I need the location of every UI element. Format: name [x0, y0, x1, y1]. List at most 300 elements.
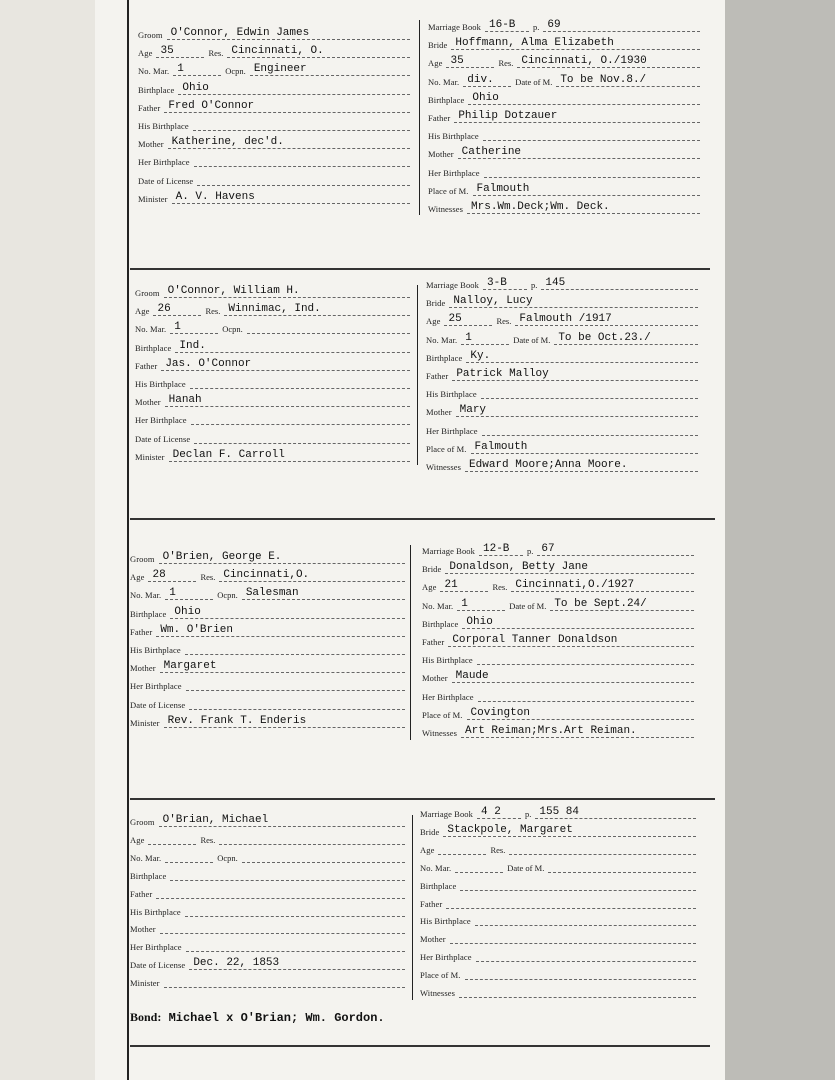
- groom-value-mother: Katherine, dec'd.: [168, 136, 410, 149]
- bride-row-no-mar: [426, 331, 698, 345]
- bride-value-birthplace: Ky.: [466, 350, 698, 363]
- bride-value-marriage-book: 16-B: [485, 19, 529, 32]
- groom-label-groom: Groom: [135, 288, 160, 298]
- card-separator: [130, 798, 715, 800]
- bride-label-father: Father: [428, 113, 451, 123]
- groom-value-birthplace: Ind.: [175, 340, 410, 353]
- groom-label-res: Res.: [200, 834, 216, 845]
- bride-row-age: [422, 578, 694, 592]
- groom-value-her-birthplace: [194, 166, 410, 167]
- groom-label-ocpn: Ocpn.: [217, 590, 238, 601]
- bride-value-place-of-m: Falmouth: [471, 441, 698, 454]
- groom-value-no-mar: 1: [173, 63, 221, 76]
- groom-value-minister: Declan F. Carroll: [169, 449, 410, 462]
- groom-label-groom: Groom: [138, 30, 163, 40]
- bond-text: Michael x O'Brian; Wm. Gordon.: [168, 1011, 385, 1025]
- groom-value-date-of-license: [194, 443, 410, 444]
- groom-value-groom: O'Connor, Edwin James: [167, 27, 410, 40]
- groom-row-groom: [138, 26, 410, 40]
- bride-value-age: [438, 854, 486, 855]
- bride-value-bride: Nalloy, Lucy: [449, 295, 698, 308]
- bride-label-father: Father: [422, 637, 445, 647]
- groom-label-birthplace: Birthplace: [130, 608, 167, 619]
- groom-label-no-mar: No. Mar.: [138, 66, 170, 77]
- groom-row-minister: [135, 448, 410, 462]
- groom-value-father: Jas. O'Connor: [161, 358, 410, 371]
- groom-value-age: 28: [148, 569, 196, 582]
- bride-row-age: [420, 841, 696, 855]
- bride-value-p: 155 84: [535, 806, 696, 819]
- bride-row-birthplace: [426, 349, 698, 363]
- bride-row-her-birthplace: [422, 688, 694, 702]
- groom-value-no-mar: 1: [170, 321, 218, 334]
- groom-value-ocpn: [247, 333, 410, 334]
- groom-label-father: Father: [130, 626, 153, 637]
- bride-row-bride: [428, 36, 700, 50]
- bride-label-bride: Bride: [426, 298, 446, 309]
- groom-label-his-birthplace: His Birthplace: [130, 906, 181, 917]
- bride-label-bride: Bride: [422, 564, 442, 575]
- groom-label-age: Age: [130, 834, 145, 845]
- groom-value-no-mar: 1: [165, 587, 213, 600]
- bride-value-her-birthplace: [476, 961, 696, 962]
- bride-value-marriage-book: 12-B: [479, 543, 523, 556]
- groom-label-minister: Minister: [135, 451, 165, 462]
- bride-value-witnesses: Mrs.Wm.Deck;Wm. Deck.: [467, 201, 700, 214]
- bride-row-witnesses: [426, 458, 698, 472]
- bride-label-witnesses: Witnesses: [426, 462, 462, 472]
- groom-label-minister: Minister: [130, 717, 160, 728]
- groom-label-groom: Groom: [130, 554, 155, 564]
- groom-value-age: 26: [153, 303, 201, 316]
- bride-value-marriage-book: 3-B: [483, 277, 527, 290]
- bride-label-date-of-m: Date of M.: [513, 334, 551, 345]
- bride-value-date-of-m: To be Sept.24/: [550, 598, 694, 611]
- groom-label-minister: Minister: [138, 193, 168, 204]
- bride-label-place-of-m: Place of M.: [428, 185, 469, 196]
- bride-row-no-mar: [420, 859, 696, 873]
- groom-value-res: Cincinnati, O.: [227, 45, 410, 58]
- groom-label-res: Res.: [200, 572, 216, 583]
- groom-value-groom: O'Connor, William H.: [164, 285, 410, 298]
- bride-label-no-mar: No. Mar.: [420, 862, 452, 873]
- bride-row-no-mar: [428, 73, 700, 87]
- bride-row-his-birthplace: [426, 385, 698, 399]
- bride-label-age: Age: [426, 316, 441, 327]
- bride-label-res: Res.: [496, 316, 512, 327]
- bride-label-his-birthplace: His Birthplace: [428, 131, 479, 142]
- bride-label-bride: Bride: [420, 826, 440, 837]
- groom-row-age: [130, 568, 405, 582]
- bride-label-birthplace: Birthplace: [420, 880, 457, 891]
- bride-value-witnesses: [459, 997, 696, 998]
- groom-row-her-birthplace: [138, 153, 410, 167]
- bride-row-mother: [428, 145, 700, 159]
- groom-label-ocpn: Ocpn.: [222, 324, 243, 335]
- bride-row-age: [428, 54, 700, 68]
- bride-value-res: Cincinnati,O./1927: [511, 579, 694, 592]
- bride-value-witnesses: Edward Moore;Anna Moore.: [465, 459, 698, 472]
- bride-label-date-of-m: Date of M.: [515, 76, 553, 87]
- groom-label-her-birthplace: Her Birthplace: [130, 942, 182, 953]
- groom-label-no-mar: No. Mar.: [130, 590, 162, 601]
- bride-row-place-of-m: [428, 182, 700, 196]
- groom-row-no-mar: [135, 320, 410, 334]
- bride-row-father: [420, 895, 696, 909]
- groom-row-groom: [135, 284, 410, 298]
- bride-label-no-mar: No. Mar.: [426, 334, 458, 345]
- bride-value-mother: [450, 943, 696, 944]
- groom-value-birthplace: Ohio: [178, 82, 410, 95]
- bride-label-bride: Bride: [428, 40, 448, 51]
- groom-label-mother: Mother: [130, 924, 156, 935]
- groom-label-groom: Groom: [130, 817, 155, 827]
- card-separator: [130, 268, 710, 270]
- bride-label-p: p.: [533, 22, 540, 32]
- bride-label-his-birthplace: His Birthplace: [420, 916, 471, 927]
- bride-value-father: Philip Dotzauer: [454, 110, 700, 123]
- groom-label-date-of-license: Date of License: [130, 960, 186, 971]
- groom-value-his-birthplace: [185, 654, 405, 655]
- bride-label-witnesses: Witnesses: [428, 204, 464, 214]
- bride-value-age: 25: [444, 313, 492, 326]
- bride-row-her-birthplace: [428, 164, 700, 178]
- bride-label-p: p.: [527, 546, 534, 556]
- bride-value-age: 35: [446, 55, 494, 68]
- bride-value-no-mar: 1: [461, 332, 509, 345]
- groom-label-date-of-license: Date of License: [130, 699, 186, 710]
- bride-row-mother: [422, 669, 694, 683]
- bride-label-p: p.: [531, 280, 538, 290]
- groom-row-date-of-license: [138, 172, 410, 186]
- groom-label-age: Age: [135, 306, 150, 317]
- groom-value-date-of-license: [189, 709, 405, 710]
- groom-row-date-of-license: [130, 696, 405, 710]
- bride-label-res: Res.: [498, 58, 514, 69]
- groom-row-his-birthplace: [130, 641, 405, 655]
- bride-row-birthplace: [422, 615, 694, 629]
- bride-row-place-of-m: [422, 706, 694, 720]
- groom-value-res: Cincinnati,O.: [219, 569, 405, 582]
- bride-value-date-of-m: [548, 872, 696, 873]
- bride-label-p: p.: [525, 809, 532, 819]
- groom-value-his-birthplace: [190, 388, 410, 389]
- page-left-border: [127, 0, 129, 1080]
- bride-value-p: 67: [537, 543, 694, 556]
- groom-row-age: [130, 831, 405, 845]
- groom-value-father: [156, 898, 405, 899]
- bride-row-his-birthplace: [428, 127, 700, 141]
- groom-label-her-birthplace: Her Birthplace: [135, 415, 187, 426]
- bond-label: Bond:: [130, 1010, 162, 1024]
- bride-label-her-birthplace: Her Birthplace: [426, 425, 478, 436]
- groom-row-no-mar: [130, 849, 405, 863]
- groom-label-his-birthplace: His Birthplace: [130, 645, 181, 655]
- bride-value-date-of-m: To be Nov.8./: [556, 74, 700, 87]
- groom-row-birthplace: [130, 867, 405, 881]
- groom-row-minister: [130, 714, 405, 728]
- bride-value-date-of-m: To be Oct.23./: [554, 332, 698, 345]
- groom-label-his-birthplace: His Birthplace: [135, 379, 186, 389]
- groom-row-age: [135, 302, 410, 316]
- groom-label-date-of-license: Date of License: [138, 175, 194, 186]
- groom-value-mother: [160, 933, 405, 934]
- groom-value-ocpn: [242, 862, 405, 863]
- bride-label-res: Res.: [492, 582, 508, 593]
- bride-value-res: Falmouth /1917: [515, 313, 698, 326]
- bride-label-res: Res.: [490, 844, 506, 855]
- bride-value-his-birthplace: [475, 925, 696, 926]
- bride-label-mother: Mother: [420, 934, 446, 945]
- groom-value-birthplace: Ohio: [170, 606, 405, 619]
- bride-row-birthplace: [428, 91, 700, 105]
- card-column-divider: [417, 285, 418, 465]
- bride-label-mother: Mother: [426, 407, 452, 418]
- card-column-divider: [412, 815, 413, 1000]
- groom-label-birthplace: Birthplace: [138, 84, 175, 95]
- groom-label-age: Age: [138, 48, 153, 59]
- bride-row-age: [426, 312, 698, 326]
- groom-value-groom: O'Brien, George E.: [159, 551, 405, 564]
- groom-label-mother: Mother: [138, 139, 164, 150]
- groom-value-groom: O'Brian, Michael: [159, 814, 405, 827]
- groom-label-father: Father: [138, 102, 161, 113]
- bride-value-her-birthplace: [482, 435, 698, 436]
- bride-label-age: Age: [422, 582, 437, 593]
- groom-label-his-birthplace: His Birthplace: [138, 121, 189, 131]
- groom-label-mother: Mother: [135, 397, 161, 408]
- bride-label-his-birthplace: His Birthplace: [426, 389, 477, 400]
- card-separator: [130, 1045, 710, 1047]
- groom-value-minister: [164, 987, 405, 988]
- groom-label-mother: Mother: [130, 663, 156, 674]
- bride-value-no-mar: div.: [463, 74, 511, 87]
- groom-label-father: Father: [135, 360, 158, 371]
- groom-row-mother: [130, 659, 405, 673]
- groom-value-her-birthplace: [186, 690, 405, 691]
- bride-row-place-of-m: [426, 440, 698, 454]
- bride-value-marriage-book: 4 2: [477, 806, 521, 819]
- bride-row-place-of-m: [420, 966, 696, 980]
- groom-row-his-birthplace: [135, 375, 410, 389]
- groom-label-res: Res.: [205, 306, 221, 317]
- bride-value-her-birthplace: [484, 177, 700, 178]
- groom-value-date-of-license: Dec. 22, 1853: [189, 957, 405, 970]
- groom-value-age: [148, 844, 196, 845]
- groom-value-res: Winnimac, Ind.: [224, 303, 410, 316]
- groom-row-birthplace: [130, 605, 405, 619]
- bride-row-his-birthplace: [422, 651, 694, 665]
- groom-label-birthplace: Birthplace: [135, 342, 172, 353]
- bride-label-her-birthplace: Her Birthplace: [422, 691, 474, 702]
- groom-value-mother: Hanah: [165, 394, 410, 407]
- bride-label-birthplace: Birthplace: [422, 618, 459, 629]
- groom-label-no-mar: No. Mar.: [135, 324, 167, 335]
- groom-label-birthplace: Birthplace: [130, 870, 167, 881]
- bride-row-mother: [420, 930, 696, 944]
- bride-value-father: Patrick Malloy: [452, 368, 698, 381]
- bride-row-mother: [426, 403, 698, 417]
- bride-row-no-mar: [422, 597, 694, 611]
- bride-value-res: Cincinnati, O./1930: [517, 55, 700, 68]
- bride-label-her-birthplace: Her Birthplace: [428, 167, 480, 178]
- bride-value-birthplace: Ohio: [462, 616, 694, 629]
- groom-row-mother: [130, 920, 405, 934]
- groom-row-date-of-license: [130, 956, 405, 970]
- groom-row-his-birthplace: [138, 117, 410, 131]
- bride-label-marriage-book: Marriage Book: [422, 546, 475, 556]
- bride-row-witnesses: [428, 200, 700, 214]
- groom-label-ocpn: Ocpn.: [217, 852, 238, 863]
- bride-value-mother: Mary: [456, 404, 698, 417]
- bride-label-place-of-m: Place of M.: [426, 443, 467, 454]
- groom-label-date-of-license: Date of License: [135, 433, 191, 444]
- bride-value-his-birthplace: [483, 140, 700, 141]
- bride-row-father: [422, 633, 694, 647]
- bride-label-father: Father: [426, 371, 449, 381]
- groom-row-birthplace: [135, 339, 410, 353]
- groom-label-res: Res.: [208, 48, 224, 59]
- groom-value-mother: Margaret: [160, 660, 405, 673]
- bride-value-p: 69: [543, 19, 700, 32]
- bride-row-her-birthplace: [420, 948, 696, 962]
- groom-label-her-birthplace: Her Birthplace: [138, 157, 190, 168]
- bride-row-marriage-book: [428, 18, 700, 32]
- bride-row-birthplace: [420, 877, 696, 891]
- groom-row-mother: [138, 135, 410, 149]
- groom-value-father: Fred O'Connor: [164, 100, 410, 113]
- bride-row-father: [428, 109, 700, 123]
- groom-value-birthplace: [170, 880, 405, 881]
- groom-row-her-birthplace: [130, 938, 405, 952]
- bride-value-father: Corporal Tanner Donaldson: [448, 634, 694, 647]
- bride-row-marriage-book: [422, 542, 694, 556]
- card-separator: [130, 518, 715, 520]
- groom-value-her-birthplace: [186, 951, 405, 952]
- bride-label-mother: Mother: [422, 673, 448, 684]
- groom-row-mother: [135, 393, 410, 407]
- bride-row-her-birthplace: [426, 422, 698, 436]
- bride-label-date-of-m: Date of M.: [509, 600, 547, 611]
- bride-label-witnesses: Witnesses: [420, 988, 456, 998]
- scan-right-margin: [725, 0, 835, 1080]
- bride-value-age: 21: [440, 579, 488, 592]
- groom-row-his-birthplace: [130, 903, 405, 917]
- groom-row-father: [130, 885, 405, 899]
- bride-value-p: 145: [541, 277, 698, 290]
- bride-row-marriage-book: [420, 805, 696, 819]
- bride-label-marriage-book: Marriage Book: [428, 22, 481, 32]
- bride-label-his-birthplace: His Birthplace: [422, 655, 473, 666]
- groom-row-her-birthplace: [135, 411, 410, 425]
- bride-label-birthplace: Birthplace: [428, 94, 465, 105]
- bride-row-witnesses: [422, 724, 694, 738]
- bride-label-marriage-book: Marriage Book: [426, 280, 479, 290]
- bride-value-place-of-m: Covington: [467, 707, 694, 720]
- bride-value-no-mar: [455, 872, 503, 873]
- bride-label-her-birthplace: Her Birthplace: [420, 952, 472, 963]
- bride-row-his-birthplace: [420, 912, 696, 926]
- bride-value-bride: Stackpole, Margaret: [443, 824, 696, 837]
- bride-row-father: [426, 367, 698, 381]
- groom-value-his-birthplace: [193, 130, 410, 131]
- bride-value-bride: Donaldson, Betty Jane: [445, 561, 694, 574]
- bride-value-place-of-m: [465, 979, 696, 980]
- bride-row-bride: [420, 823, 696, 837]
- groom-value-age: 35: [156, 45, 204, 58]
- bride-row-bride: [422, 560, 694, 574]
- groom-label-ocpn: Ocpn.: [225, 66, 246, 77]
- groom-value-minister: A. V. Havens: [172, 191, 410, 204]
- groom-row-father: [135, 357, 410, 371]
- bride-value-birthplace: Ohio: [468, 92, 700, 105]
- bride-value-no-mar: 1: [457, 598, 505, 611]
- groom-value-date-of-license: [197, 185, 410, 186]
- bride-label-birthplace: Birthplace: [426, 352, 463, 363]
- bride-value-witnesses: Art Reiman;Mrs.Art Reiman.: [461, 725, 694, 738]
- groom-row-date-of-license: [135, 430, 410, 444]
- bride-label-no-mar: No. Mar.: [422, 600, 454, 611]
- groom-value-no-mar: [165, 862, 213, 863]
- groom-value-her-birthplace: [191, 424, 410, 425]
- groom-label-no-mar: No. Mar.: [130, 852, 162, 863]
- groom-row-groom: [130, 550, 405, 564]
- bride-label-marriage-book: Marriage Book: [420, 809, 473, 819]
- groom-row-her-birthplace: [130, 677, 405, 691]
- bride-row-marriage-book: [426, 276, 698, 290]
- bride-label-father: Father: [420, 898, 443, 909]
- groom-value-ocpn: Salesman: [242, 587, 405, 600]
- bride-label-witnesses: Witnesses: [422, 728, 458, 738]
- groom-row-minister: [130, 974, 405, 988]
- bride-value-father: [446, 908, 696, 909]
- groom-row-father: [130, 623, 405, 637]
- bride-row-bride: [426, 294, 698, 308]
- card-column-divider: [419, 20, 420, 215]
- scan-left-margin: [0, 0, 95, 1080]
- bride-value-res: [509, 854, 696, 855]
- bride-value-his-birthplace: [477, 664, 694, 665]
- groom-value-ocpn: Engineer: [250, 63, 410, 76]
- groom-value-minister: Rev. Frank T. Enderis: [164, 715, 405, 728]
- groom-label-age: Age: [130, 572, 145, 583]
- groom-row-groom: [130, 813, 405, 827]
- bride-value-bride: Hoffmann, Alma Elizabeth: [451, 37, 700, 50]
- bride-value-place-of-m: Falmouth: [473, 183, 700, 196]
- bride-label-date-of-m: Date of M.: [507, 862, 545, 873]
- bride-label-no-mar: No. Mar.: [428, 76, 460, 87]
- groom-row-age: [138, 44, 410, 58]
- bride-label-mother: Mother: [428, 149, 454, 160]
- bride-label-place-of-m: Place of M.: [420, 970, 461, 981]
- bride-row-witnesses: [420, 984, 696, 998]
- groom-label-father: Father: [130, 888, 153, 899]
- groom-row-minister: [138, 190, 410, 204]
- bride-label-age: Age: [428, 58, 443, 69]
- groom-value-his-birthplace: [185, 916, 405, 917]
- bride-value-her-birthplace: [478, 701, 694, 702]
- bride-value-his-birthplace: [481, 398, 698, 399]
- bond-line: [130, 1010, 385, 1025]
- bride-value-mother: Catherine: [458, 146, 700, 159]
- groom-row-no-mar: [130, 586, 405, 600]
- bride-label-age: Age: [420, 844, 435, 855]
- groom-row-birthplace: [138, 81, 410, 95]
- groom-label-minister: Minister: [130, 978, 160, 989]
- card-column-divider: [410, 545, 411, 740]
- bride-value-mother: Maude: [452, 670, 694, 683]
- groom-row-father: [138, 99, 410, 113]
